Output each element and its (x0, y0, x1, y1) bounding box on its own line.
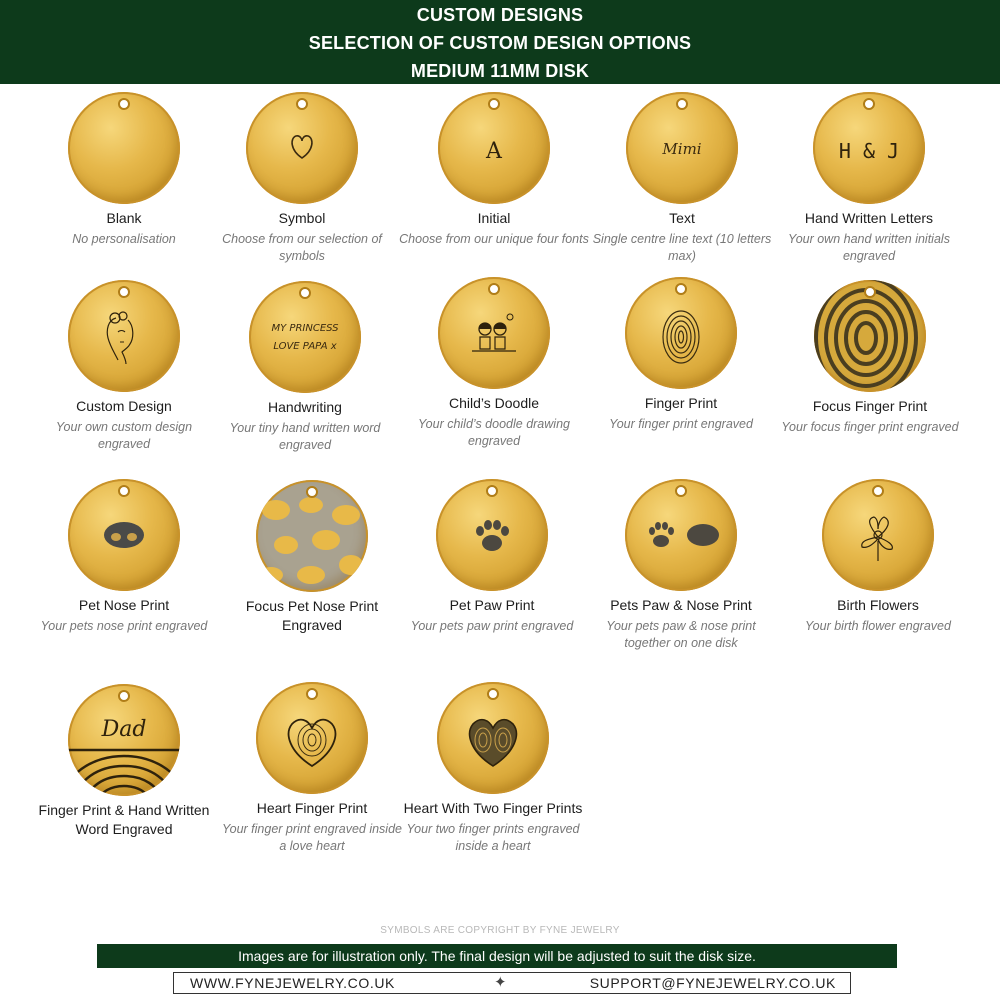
option-custom-design[interactable] (29, 280, 219, 453)
option-title: Pets Paw & Nose Print (610, 597, 752, 613)
option-description: Your finger print engraved inside a love heart (222, 822, 402, 853)
custom-design-disk (68, 280, 180, 392)
option-title: Heart Finger Print (256, 800, 368, 816)
option-heart-with-two-finger-prints[interactable] (398, 682, 588, 855)
option-description: Your child’s doodle drawing engraved (418, 417, 570, 448)
finger-print-and-word-disk (68, 684, 180, 796)
option-finger-print-and-hand-written-word[interactable] (29, 684, 219, 842)
option-birth-flowers[interactable] (783, 479, 973, 635)
option-description: Your pets nose print engraved (40, 619, 208, 633)
birth-flowers-disk (822, 479, 934, 591)
fingerprint-ridges-icon (68, 750, 180, 796)
pet-nose-print-disk (68, 479, 180, 591)
option-description: Your tiny hand written word engraved (229, 421, 381, 452)
heart-finger-print-disk (256, 682, 368, 794)
option-description: Your pets paw print engraved (410, 619, 574, 633)
option-initial[interactable] (399, 92, 589, 248)
option-title: Blank (106, 210, 142, 226)
heart-two-finger-prints-disk (437, 682, 549, 794)
option-blank[interactable] (29, 92, 219, 248)
option-description: Your two finger prints engraved inside a heart (406, 822, 580, 853)
option-symbol[interactable] (207, 92, 397, 265)
option-title: Birth Flowers (837, 597, 919, 613)
option-pets-paw-and-nose-print[interactable] (586, 479, 776, 652)
finger-print-disk (625, 277, 737, 389)
header-subtitle: SELECTION OF CUSTOM DESIGN OPTIONS (308, 33, 692, 53)
option-description: Your birth flower engraved (805, 619, 951, 633)
option-description: Choose from our unique four fonts (399, 232, 589, 246)
svg-text:Mimi: Mimi (662, 140, 702, 158)
pets-paw-and-nose-disk (625, 479, 737, 591)
focus-finger-print-disk (814, 280, 926, 392)
option-heart-finger-print[interactable] (217, 682, 407, 855)
website-link[interactable]: WWW.FYNEJEWELRY.CO.UK (190, 975, 395, 991)
svg-text:Dad: Dad (101, 717, 147, 742)
option-title: Custom Design (76, 398, 172, 414)
option-title: Pet Nose Print (78, 597, 170, 613)
option-description: Single centre line text (10 letters max) (592, 232, 772, 263)
option-title: Focus Finger Print (812, 398, 928, 414)
option-title: Finger Print (644, 395, 718, 411)
option-description: Your own hand written initials engraved (788, 232, 950, 263)
handwriting-disk (249, 281, 361, 393)
option-pet-nose-print[interactable] (29, 479, 219, 635)
sparkle-icon: ✦ (494, 974, 508, 991)
option-title: Text (669, 210, 695, 226)
focus-pet-nose-print-disk (256, 480, 368, 592)
option-hand-written-letters[interactable] (774, 92, 964, 265)
option-title: Focus Pet Nose Print Engraved (245, 598, 379, 633)
option-title: Child’s Doodle (448, 395, 539, 411)
hand-written-letters-disk (813, 92, 925, 204)
option-childs-doodle[interactable] (399, 277, 589, 450)
option-text[interactable] (587, 92, 777, 265)
childs-doodle-disk (438, 277, 550, 389)
option-title: Initial (477, 210, 511, 226)
option-title: Heart With Two Finger Prints (403, 800, 583, 816)
pet-paw-print-disk (436, 479, 548, 591)
support-email-link[interactable]: SUPPORT@FYNEJEWELRY.CO.UK (589, 975, 836, 991)
symbol-disk (246, 92, 358, 204)
svg-text:H & J: H & J (838, 139, 900, 163)
option-description: No personalisation (72, 232, 176, 246)
option-title: Pet Paw Print (449, 597, 535, 613)
svg-text:LOVE PAPA x: LOVE PAPA x (273, 341, 337, 352)
initial-disk (438, 92, 550, 204)
svg-text:MY PRINCESS: MY PRINCESS (271, 323, 339, 334)
blank-disk (68, 92, 180, 204)
header-banner (0, 0, 1000, 84)
header-disk-size: MEDIUM 11MM DISK (410, 61, 590, 81)
option-finger-print[interactable] (586, 277, 776, 433)
option-description: Your pets paw & nose print together on one disk (606, 619, 756, 650)
option-title: Handwriting (268, 399, 342, 415)
text-disk (626, 92, 738, 204)
option-title: Hand Written Letters (804, 210, 934, 226)
option-focus-pet-nose-print[interactable] (217, 480, 407, 638)
option-description: Your focus finger print engraved (781, 420, 959, 434)
option-title: Symbol (278, 210, 326, 226)
option-handwriting[interactable] (210, 281, 400, 454)
contact-footer (173, 972, 851, 994)
option-title: Finger Print & Hand Written Word Engraved (38, 802, 210, 837)
option-focus-finger-print[interactable] (775, 280, 965, 436)
option-description: Choose from our selection of symbols (222, 232, 382, 263)
svg-text:A: A (486, 139, 502, 164)
illustration-disclaimer: Images are for illustration only. The final design will be adjusted to suit the disk size. (97, 944, 897, 968)
option-description: Your finger print engraved (609, 417, 753, 431)
option-pet-paw-print[interactable] (397, 479, 587, 635)
option-description: Your own custom design engraved (55, 420, 193, 451)
copyright-notice: SYMBOLS ARE COPYRIGHT BY FYNE JEWELRY (380, 925, 620, 936)
header-title: CUSTOM DESIGNS (416, 5, 584, 25)
